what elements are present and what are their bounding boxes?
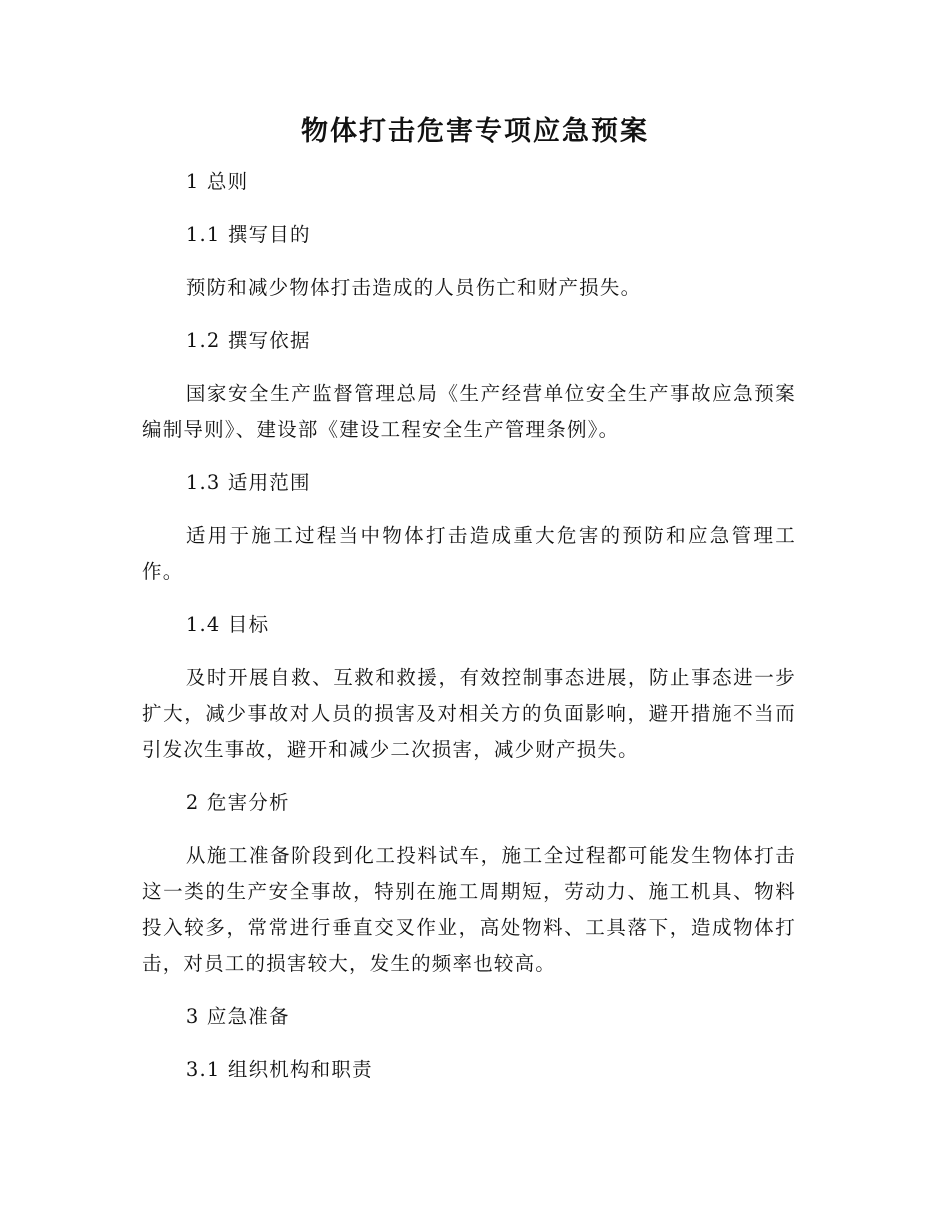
section-heading-2: 2 危害分析	[185, 791, 290, 814]
document-body	[142, 164, 796, 1105]
document-title: 物体打击危害专项应急预案	[301, 116, 649, 147]
section-heading-1-3: 1.3 适用范围	[185, 471, 311, 494]
section-heading-1-2: 1.2 撰写依据	[185, 329, 311, 352]
paragraph-basis: 国家安全生产监督管理总局《生产经营单位安全生产事故应急预案编制导则》、建设部《建设工程安全生产管理条例》。	[142, 382, 796, 441]
section-heading-3: 3 应急准备	[185, 1005, 290, 1028]
paragraph-goals: 及时开展自救、互救和救援，有效控制事态进展，防止事态进一步扩大，减少事故对人员的损害及对相关方的负面影响，避开措施不当而引发次生事故，避开和减少二次损害，减少财产损失。	[142, 666, 796, 761]
paragraph-purpose: 预防和减少物体打击造成的人员伤亡和财产损失。	[185, 276, 642, 299]
section-heading-1-1: 1.1 撰写目的	[185, 223, 311, 246]
section-heading-1-4: 1.4 目标	[185, 613, 270, 636]
section-heading-1: 1 总则	[185, 170, 249, 193]
section-heading-3-1: 3.1 组织机构和职责	[185, 1058, 373, 1081]
paragraph-hazard-analysis: 从施工准备阶段到化工投料试车，施工全过程都可能发生物体打击这一类的生产安全事故，特别在施工周期短，劳动力、施工机具、物料投入较多，常常进行垂直交叉作业，高处物料、工具落下，造成物体打击，对员工的损害较大，发生的频率也较高。	[142, 844, 796, 975]
paragraph-scope: 适用于施工过程当中物体打击造成重大危害的预防和应急管理工作。	[142, 524, 796, 583]
